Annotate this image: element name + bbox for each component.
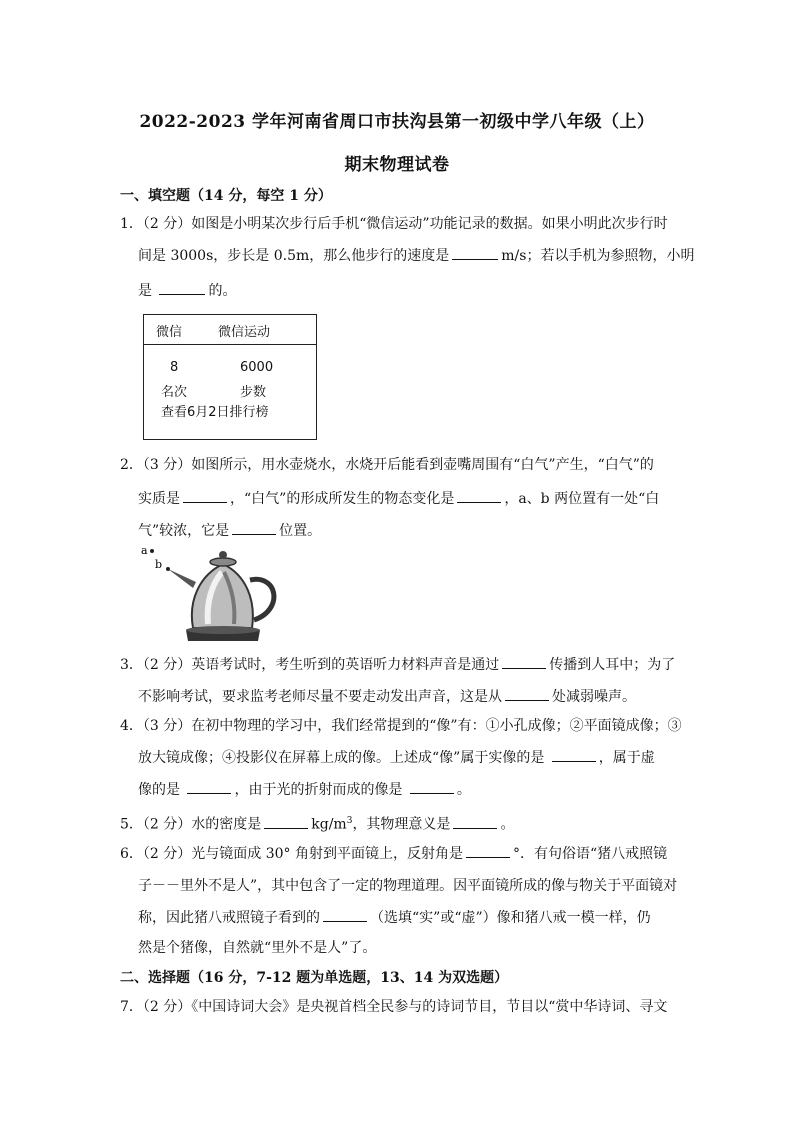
rank-value: 8	[170, 360, 179, 375]
q5-blank-meaning[interactable]	[453, 814, 497, 829]
q5-text: 5．（2 分）水的密度是	[120, 816, 262, 833]
point-a	[150, 549, 154, 553]
q4-text: 放大镜成像；④投影仪在屏幕上成的像。上述成“像”属于实像的是	[138, 750, 545, 766]
q2-text: 实质是	[138, 491, 180, 507]
q2-text: ，“白气”的形成所发生的物态变化是	[230, 491, 455, 507]
q2-blank-phase-change[interactable]	[457, 488, 501, 503]
q4-text: 。	[456, 782, 471, 798]
steps-label: 步数	[240, 385, 267, 400]
q2-blank-position[interactable]	[232, 520, 276, 535]
q6-text: °．有句俗语“猪八戒照镜	[512, 846, 668, 862]
q3-text: 3．（2 分）英语考试时，考生听到的英语听力材料声音是通过	[120, 657, 500, 673]
figure-header	[144, 315, 316, 345]
q2-text: ，a、b 两位置有一处“白	[504, 491, 660, 507]
q4-text: 像的是	[138, 782, 180, 798]
label-b: b	[155, 558, 163, 571]
q4-blank-refraction[interactable]	[410, 779, 454, 794]
q4-line3	[138, 779, 471, 800]
q1-text: 间是 3000s，步长是 0.5m，那么他步行的速度是	[138, 248, 450, 264]
q2-line3	[138, 520, 321, 541]
q6-text: 称，因此猪八戒照镜子看到的	[138, 910, 320, 926]
q6-text: 6．（2 分）光与镜面成 30° 角射到平面镜上，反射角是	[120, 846, 463, 862]
q6-line1	[120, 843, 667, 864]
q7-line1: 7．（2 分）《中国诗词大会》是央视首档全民参与的诗词节目，节目以“赏中华诗词、寻文	[120, 999, 668, 1015]
page-title-line2: 期末物理试卷	[344, 155, 450, 175]
q1-text: 是	[138, 283, 152, 299]
wechat-sport-figure	[143, 314, 317, 440]
q3-line2	[138, 686, 636, 707]
q4-line1: 4．（3 分）在初中物理的学习中，我们经常提到的“像”有：①小孔成像；②平面镜成像；③	[120, 718, 682, 734]
q3-text: 传播到人耳中；为了	[549, 657, 676, 673]
q3-blank-source[interactable]	[505, 686, 549, 701]
q4-line2	[138, 747, 655, 768]
q4-blank-real-image[interactable]	[552, 747, 596, 762]
q5-unit-exponent: 3	[346, 816, 353, 826]
q2-blank-essence[interactable]	[183, 488, 227, 503]
q3-text: 处减弱噪声。	[552, 689, 636, 705]
q1-line2	[138, 245, 694, 266]
q4-blank-virtual-image[interactable]	[187, 779, 231, 794]
q4-text: ，由于光的折射而成的像是	[234, 782, 403, 798]
q6-blank-image-type[interactable]	[323, 907, 367, 922]
q3-line1	[120, 654, 675, 675]
section-fill-in: 一、填空题（14 分，每空 1 分）	[120, 188, 332, 204]
q2-text: 位置。	[279, 523, 322, 539]
q1-text: m/s；若以手机为参照物，小明	[501, 248, 695, 264]
q1-line1: 1．（2 分）如图是小明某次步行后手机“微信运动”功能记录的数据。如果小明此次步行时	[120, 216, 668, 232]
rank-label: 名次	[161, 385, 188, 400]
figure-header-wechat-sport: 微信运动	[218, 325, 271, 340]
q5-text: ，其物理意义是	[352, 816, 451, 833]
q6-text: （选填“实”或“虚”）像和猪八戒一模一样，仍	[370, 910, 651, 926]
ranking-link: 查看6月2日排行榜	[161, 405, 269, 420]
page-title-line1: 2022-2023 学年河南省周口市扶沟县第一初级中学八年级（上）	[139, 112, 655, 132]
q2-line2	[138, 488, 659, 509]
section-choice: 二、选择题（16 分，7-12 题为单选题，13、14 为双选题）	[120, 970, 509, 986]
q5-line	[120, 811, 514, 835]
q1-line3	[138, 280, 236, 301]
q4-text: ，属于虚	[598, 750, 655, 766]
kettle-drawing	[168, 551, 274, 641]
q1-blank-reference[interactable]	[159, 280, 205, 295]
label-a: a	[141, 544, 148, 557]
q3-blank-medium[interactable]	[502, 654, 546, 669]
steps-value: 6000	[240, 360, 274, 375]
q2-line1: 2．（3 分）如图所示，用水壶烧水，水烧开后能看到壶嘴周围有“白气”产生，“白气”的	[120, 457, 654, 473]
kettle-figure	[138, 540, 288, 645]
q6-line3	[138, 907, 651, 928]
q3-text: 不影响考试，要求监考老师尽量不要走动发出声音，这是从	[138, 689, 502, 705]
q5-blank-density[interactable]	[264, 814, 308, 829]
q5-text: 。	[500, 816, 515, 833]
figure-header-wechat: 微信	[156, 325, 183, 340]
q5-unit: kg/m	[311, 816, 347, 833]
q2-text: 气”较浓，它是	[138, 523, 230, 539]
q6-blank-angle[interactable]	[466, 843, 510, 858]
q1-blank-speed[interactable]	[452, 245, 498, 260]
q6-line2: 子－－里外不是人”，其中包含了一定的物理道理。因平面镜所成的像与物关于平面镜对	[138, 878, 678, 894]
q1-text: 的。	[208, 283, 237, 299]
q6-line4: 然是个猪像，自然就“里外不是人”了。	[138, 940, 377, 956]
